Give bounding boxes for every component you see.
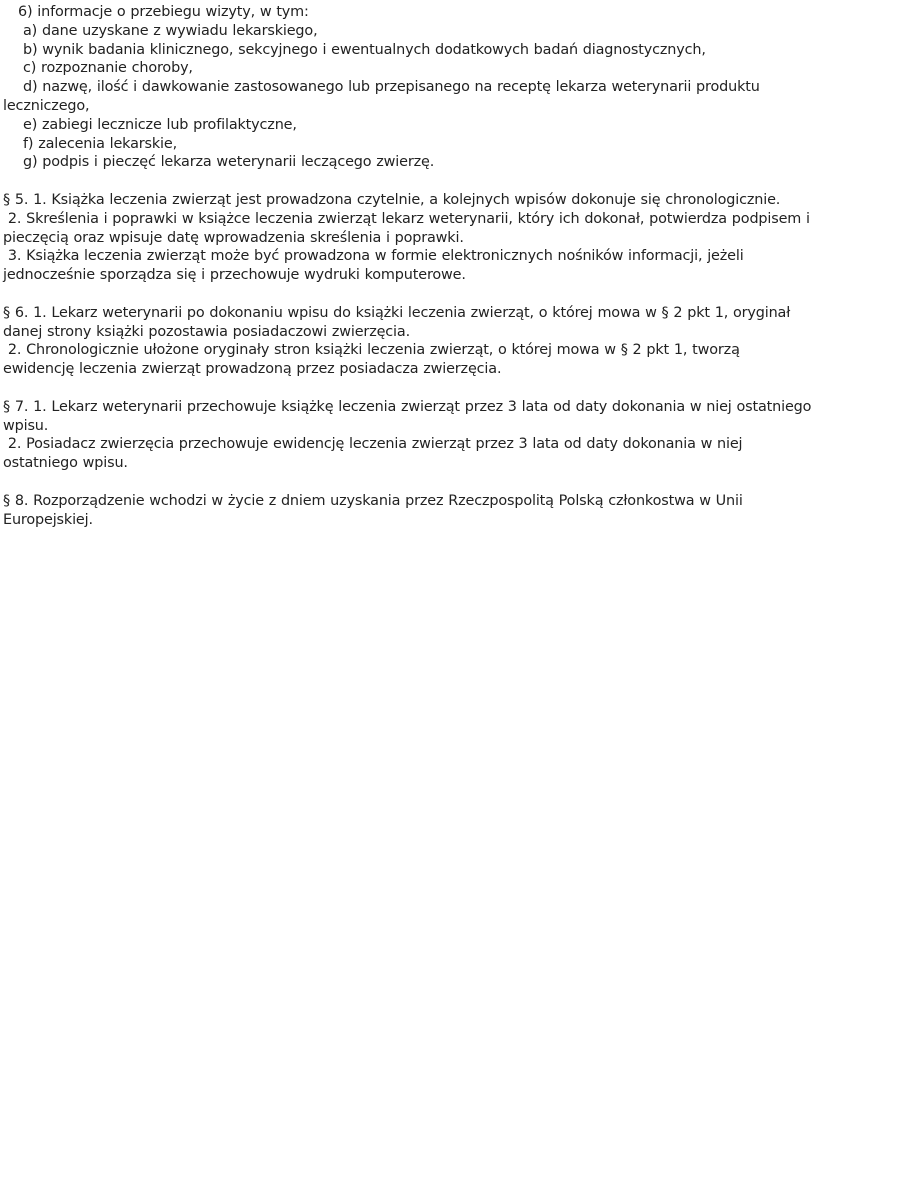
- paragraph-5-point-3-line-1: 3. Książka leczenia zwierząt może być prowadzona w formie elektronicznych nośników informacji, jeżeli: [3, 248, 744, 265]
- list-item-e: e) zabiegi lecznicze lub profilaktyczne,: [23, 116, 297, 133]
- paragraph-6-point-1-line-2: danej strony książki pozostawia posiadaczowi zwierzęcia.: [3, 323, 411, 340]
- list-item-f: f) zalecenia lekarskie,: [23, 135, 178, 152]
- paragraph-8-line-1: § 8. Rozporządzenie wchodzi w życie z dniem uzyskania przez Rzeczpospolitą Polską członkostwa w Unii: [3, 492, 743, 509]
- paragraph-7-point-1-line-1: § 7. 1. Lekarz weterynarii przechowuje książkę leczenia zwierząt przez 3 lata od daty dokonania w niej ostatniego: [3, 398, 812, 415]
- list-item-d-continuation: leczniczego,: [3, 97, 90, 114]
- paragraph-6-point-2-line-1: 2. Chronologicznie ułożone oryginały stron książki leczenia zwierząt, o której mowa w § 2 pkt 1, tworzą: [3, 342, 740, 359]
- paragraph-7-point-2-line-1: 2. Posiadacz zwierzęcia przechowuje ewidencję leczenia zwierząt przez 3 lata od daty dokonania w niej: [3, 436, 743, 453]
- paragraph-8-line-2: Europejskiej.: [3, 511, 93, 528]
- paragraph-5-point-3-line-2: jednocześnie sporządza się i przechowuje wydruki komputerowe.: [3, 267, 466, 284]
- paragraph-gap: [3, 285, 915, 304]
- paragraph-6-point-1-line-1: § 6. 1. Lekarz weterynarii po dokonaniu wpisu do książki leczenia zwierząt, o której mowa w § 2 pkt 1, oryginał: [3, 304, 791, 321]
- paragraph-7-point-2-line-2: ostatniego wpisu.: [3, 455, 128, 472]
- paragraph-8: [3, 492, 915, 530]
- list-item-b: b) wynik badania klinicznego, sekcyjnego i ewentualnych dodatkowych badań diagnostycznych,: [23, 41, 706, 58]
- paragraph-5-point-2-line-1: 2. Skreślenia i poprawki w książce leczenia zwierząt lekarz weterynarii, który ich dokonał, potwierdza podpisem i: [3, 210, 810, 227]
- paragraph-6-point-2-line-2: ewidencję leczenia zwierząt prowadzoną przez posiadacza zwierzęcia.: [3, 361, 502, 378]
- paragraph-7-point-1-line-2: wpisu.: [3, 417, 49, 434]
- paragraph-gap: [3, 172, 915, 191]
- list-item-g: g) podpis i pieczęć lekarza weterynarii leczącego zwierzę.: [23, 154, 435, 171]
- paragraph-gap: [3, 473, 915, 492]
- paragraph-gap: [3, 379, 915, 398]
- list-heading: 6) informacje o przebiegu wizyty, w tym:: [18, 4, 309, 20]
- paragraph-7: [3, 398, 915, 473]
- paragraph-6: [3, 304, 915, 379]
- paragraph-5-point-1: § 5. 1. Książka leczenia zwierząt jest prowadzona czytelnie, a kolejnych wpisów dokonuje się chronologicznie.: [3, 191, 781, 208]
- list-item-c: c) rozpoznanie choroby,: [23, 60, 193, 77]
- list-item-a: a) dane uzyskane z wywiadu lekarskiego,: [23, 22, 318, 39]
- section-6-information-list: [3, 3, 915, 172]
- paragraph-5: [3, 191, 915, 285]
- list-item-d: d) nazwę, ilość i dawkowanie zastosowanego lub przepisanego na receptę lekarza weterynarii produktu: [23, 79, 760, 96]
- paragraph-5-point-2-line-2: pieczęcią oraz wpisuje datę wprowadzenia skreślenia i poprawki.: [3, 229, 464, 246]
- document-body: [3, 3, 915, 529]
